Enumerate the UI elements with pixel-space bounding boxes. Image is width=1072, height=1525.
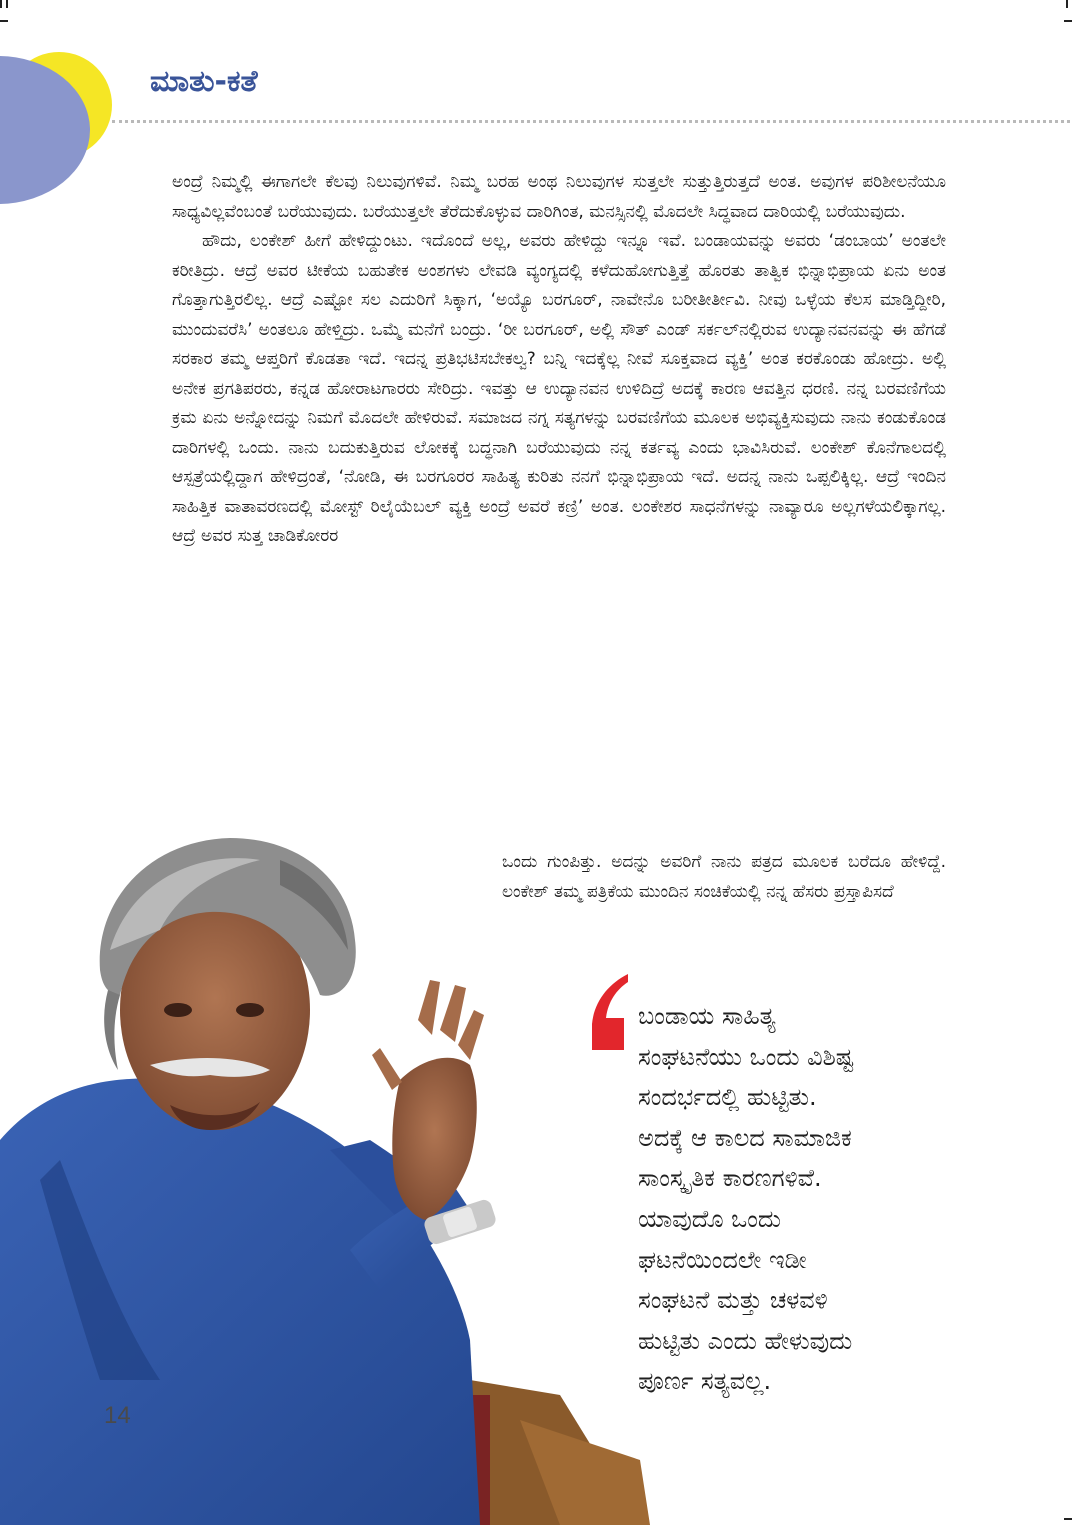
pull-quote-line: ಸಂಘಟನೆ ಮತ್ತು ಚಳವಳಿ (638, 1286, 828, 1315)
pull-quote-line: ಬಂಡಾಯ ಸಾಹಿತ್ಯ (638, 1002, 776, 1030)
pull-quote-line: ಹುಟ್ಟಿತು ಎಂದು ಹೇಳುವುದು (638, 1326, 853, 1355)
crop-mark (1066, 0, 1068, 8)
article-paragraph: ಒಂದು ಗುಂಪಿತ್ತು. ಅದನ್ನು ಅವರಿಗೆ ನಾನು ಪತ್ರದ ಮೂಲಕ ಬರೆದೂ ಹೇಳಿದ್ದೆ. ಲಂಕೇಶ್ ತಮ್ಮ ಪತ್ರಿಕೆಯ ಮುಂದಿನ ಸಂಚಿಕೆಯಲ್ಲಿ ನನ್ನ ಹೆಸರು ಪ್ರಸ್ತಾಪಿಸದೆ (502, 852, 946, 902)
pull-quote-line: ಸಂದರ್ಭದಲ್ಲಿ ಹುಟ್ಟಿತು. (638, 1083, 817, 1112)
pull-quote-line: ಅದಕ್ಕೆ ಆ ಕಾಲದ ಸಾಮಾಜಿಕ (638, 1123, 852, 1152)
page-number: 14 (104, 1402, 131, 1429)
article-body (172, 168, 946, 552)
crop-mark (1064, 1518, 1072, 1520)
crop-mark (1064, 20, 1072, 22)
author-photo (0, 820, 660, 1525)
dotted-divider (112, 120, 1070, 123)
pull-quote-line: ಯಾವುದೊ ಒಂದು (638, 1204, 782, 1233)
pull-quote-line: ಪೂರ್ಣ ಸತ್ಯವಲ್ಲ. (638, 1367, 772, 1396)
article-paragraph: ಅಂದ್ರೆ ನಿಮ್ಮಲ್ಲಿ ಈಗಾಗಲೇ ಕೆಲವು ನಿಲುವುಗಳಿವೆ. ನಿಮ್ಮ ಬರಹ ಅಂಥ ನಿಲುವುಗಳ ಸುತ್ತಲೇ ಸುತ್ತುತ್ತಿರುತ್ತದೆ ಅಂತ. ಅವುಗಳ ಪರಿಶೀಲನೆಯೂ ಸಾಧ್ಯವಿಲ್ಲವೆಂಬಂತೆ ಬರೆಯುವುದು. ಬರೆಯುತ್ತಲೇ ತೆರೆದುಕೊಳ್ಳುವ ದಾರಿಗಿಂತ, ಮನಸ್ಸಿನಲ್ಲಿ ಮೊದಲೇ ಸಿದ್ಧವಾದ ದಾರಿಯಲ್ಲಿ ಬರೆಯುವುದು. (172, 172, 946, 222)
crop-mark (6, 0, 8, 8)
pull-quote-line: ಸಾಂಸ್ಕೃತಿಕ ಕಾರಣಗಳಿವೆ. (638, 1164, 822, 1193)
article-continuation (502, 848, 946, 907)
pull-quote (638, 996, 948, 1402)
pull-quote-line: ಘಟನೆಯಿಂದಲೇ ಇಡೀ (638, 1245, 807, 1274)
article-paragraph: ಹೌದು, ಲಂಕೇಶ್ ಹೀಗೆ ಹೇಳಿದ್ದುಂಟು. ಇದೊಂದೆ ಅಲ್ಲ, ಅವರು ಹೇಳಿದ್ದು ಇನ್ನೂ ಇವೆ. ಬಂಡಾಯವನ್ನು ಅವರು ‘ಡಂಬಾಯ’ ಅಂತಲೇ ಕರೀತಿದ್ರು. ಆದ್ರೆ ಅವರ ಟೀಕೆಯ ಬಹುತೇಕ ಅಂಶಗಳು ಲೇವಡಿ ವ್ಯಂಗ್ಯದಲ್ಲಿ ಕಳೆದುಹೋಗುತ್ತಿತ್ತೆ ಹೊರತು ತಾತ್ವಿಕ ಭಿನ್ನಾಭಿಪ್ರಾಯ ಏನು ಅಂತ ಗೊತ್ತಾಗುತ್ತಿರಲಿಲ್ಲ. ಆದ್ರೆ ಎಷ್ಟೋ ಸಲ ಎದುರಿಗೆ ಸಿಕ್ಕಾಗ, ‘ಅಯ್ಯೊ ಬರಗೂರ್, ನಾವೇನೊ ಬರೀತೀರ್ತೀವಿ. ನೀವು ಒಳ್ಳೆಯ ಕೆಲಸ ಮಾಡ್ತಿದ್ದೀರಿ, ಮುಂದುವರೆಸಿ’ ಅಂತಲೂ ಹೇಳ್ತಿದ್ರು. ಒಮ್ಮೆ ಮನೆಗೆ ಬಂದ್ರು. ‘ರೀ ಬರಗೂರ್, ಅಲ್ಲಿ ಸೌತ್ ಎಂಡ್ ಸರ್ಕಲ್‌ನಲ್ಲಿರುವ ಉದ್ಯಾನವನವನ್ನು ಈ ಹೆಗಡೆ ಸರಕಾರ ತಮ್ಮ ಆಪ್ತರಿಗೆ ಕೊಡತಾ ಇದೆ. ಇದನ್ನ ಪ್ರತಿಭಟಿಸಬೇಕಲ್ವ? ಬನ್ನಿ ಇದಕ್ಕೆಲ್ಲ ನೀವೆ ಸೂಕ್ತವಾದ ವ್ಯಕ್ತಿ’ ಅಂತ ಕರಕೊಂಡು ಹೋದ್ರು. ಅಲ್ಲಿ ಅನೇಕ ಪ್ರಗತಿಪರರು, ಕನ್ನಡ ಹೋರಾಟಗಾರರು ಸೇರಿದ್ರು. ಇವತ್ತು ಆ ಉದ್ಯಾನವನ ಉಳಿದಿದ್ರೆ ಅದಕ್ಕೆ ಕಾರಣ ಆವತ್ತಿನ ಧರಣಿ. ನನ್ನ ಬರವಣಿಗೆಯ ಕ್ರಮ ಏನು ಅನ್ನೋದನ್ನು ನಿಮಗೆ ಮೊದಲೇ ಹೇಳಿರುವೆ. ಸಮಾಜದ ನಗ್ನ ಸತ್ಯಗಳನ್ನು ಬರವಣಿಗೆಯ ಮೂಲಕ ಅಭಿವ್ಯಕ್ತಿಸುವುದು ನಾನು ಕಂಡುಕೊಂಡ ದಾರಿಗಳಲ್ಲಿ ಒಂದು. ನಾನು ಬದುಕುತ್ತಿರುವ ಲೋಕಕ್ಕೆ ಬದ್ಧನಾಗಿ ಬರೆಯುವುದು ನನ್ನ ಕರ್ತವ್ಯ ಎಂದು ಭಾವಿಸಿರುವೆ. ಲಂಕೇಶ್ ಕೊನೆಗಾಲದಲ್ಲಿ ಆಸ್ಪತ್ರೆಯಲ್ಲಿದ್ದಾಗ ಹೇಳಿದ್ರಂತೆ, ‘ನೋಡಿ, ಈ ಬರಗೂರರ ಸಾಹಿತ್ಯ ಕುರಿತು ನನಗೆ ಭಿನ್ನಾಭಿಪ್ರಾಯ ಇದೆ. ಅದನ್ನ ನಾನು ಒಪ್ಪಲಿಕ್ಕಿಲ್ಲ. ಆದ್ರೆ ಇಂದಿನ ಸಾಹಿತ್ತಿಕ ವಾತಾವರಣದಲ್ಲಿ ಮೋಸ್ಟ್ ರಿಲೈಯೆಬಲ್ ವ್ಯಕ್ತಿ ಅಂದ್ರೆ ಅವರೆ ಕಣ್ರಿ’ ಅಂತ. ಲಂಕೇಶರ ಸಾಧನೆಗಳನ್ನು ನಾವ್ಯಾರೂ ಅಲ್ಲಗಳೆಯಲಿಕ್ಕಾಗಲ್ಲ. ಆದ್ರೆ ಅವರ ಸುತ್ತ ಚಾಡಿಕೋರರ (172, 231, 946, 546)
opening-quote-icon (588, 972, 630, 1052)
section-title: ಮಾತು-ಕತೆ (150, 64, 258, 99)
crop-mark (0, 20, 8, 22)
pull-quote-line: ಸಂಘಟನೆಯು ಒಂದು ವಿಶಿಷ್ಟ (638, 1042, 854, 1071)
crop-mark (0, 0, 2, 8)
